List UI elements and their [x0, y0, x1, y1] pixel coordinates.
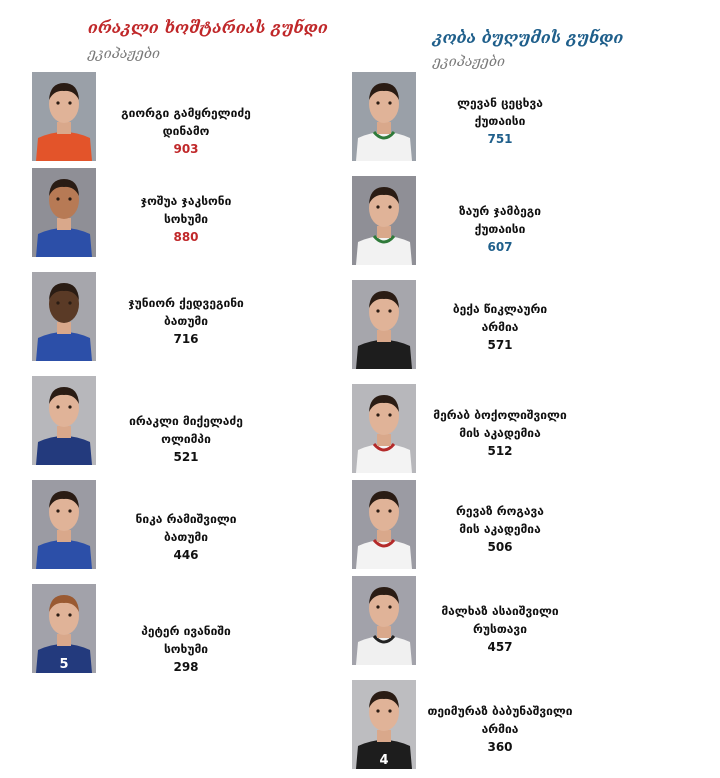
player-team: არმია: [481, 320, 519, 334]
player-points: 457: [487, 640, 513, 654]
player-name: მერაბ ბოქოლიშვილი: [433, 408, 567, 422]
left-player-card: [96, 104, 276, 158]
player-team: დინამო: [162, 124, 210, 138]
right-player-photo: [352, 72, 416, 161]
player-team: ქუთაისი: [474, 222, 526, 236]
player-points: 512: [487, 444, 513, 458]
player-name: ბექა წიკლაური: [452, 302, 548, 316]
player-team: ოლიმპი: [161, 432, 211, 446]
right-team-subtitle: ეკიპაჟები: [433, 54, 505, 70]
left-player-card: [96, 622, 276, 676]
player-points: 521: [173, 450, 199, 464]
player-team: რუსთავი: [473, 622, 527, 636]
left-player-card: [96, 412, 276, 466]
player-name: ზაურ ჯამბეგი: [459, 204, 541, 218]
player-team: ბათუმი: [163, 314, 209, 328]
player-name: ირაკლი მიქელაძე: [129, 414, 243, 428]
player-points: 446: [173, 548, 199, 562]
player-name: პეტერ ივანიში: [141, 624, 231, 638]
right-player-photo: [352, 280, 416, 369]
right-player-card: [410, 300, 590, 354]
right-team-title: კობა ბუღუმის გუნდი: [433, 28, 624, 47]
player-team: არმია: [481, 722, 519, 736]
player-name: ჯუნიორ ქედვეგინი: [128, 296, 244, 310]
player-name: გიორგი გამყრელიძე: [121, 106, 251, 120]
right-player-card: [410, 406, 590, 460]
player-name: თეიმურაზ ბაბუნაშვილი: [427, 704, 573, 718]
player-points: 607: [487, 240, 513, 254]
right-player-card: [410, 202, 590, 256]
player-team: ბათუმი: [163, 530, 209, 544]
right-player-card: [410, 94, 590, 148]
left-player-photo: [32, 480, 96, 569]
right-player-card: [410, 502, 590, 556]
left-team-subtitle: ეკიპაჟები: [88, 46, 160, 62]
player-team: მის აკადემია: [459, 522, 541, 536]
player-points: 571: [487, 338, 513, 352]
jersey-number: 4: [379, 753, 389, 768]
player-points: 360: [487, 740, 513, 754]
player-team: მის აკადემია: [459, 426, 541, 440]
player-points: 880: [173, 230, 199, 244]
right-player-photo: [352, 576, 416, 665]
left-player-card: [96, 510, 276, 564]
player-team: სოხუმი: [163, 642, 209, 656]
left-player-card: [96, 294, 276, 348]
player-name: ნიკა რამიშვილი: [135, 512, 237, 526]
player-name: ლევან ცეცხვა: [457, 96, 543, 110]
player-points: 298: [173, 660, 199, 674]
left-player-photo: [32, 272, 96, 361]
player-name: მალხაზ ასაიშვილი: [441, 604, 559, 618]
player-points: 903: [173, 142, 199, 156]
right-player-photo: [352, 384, 416, 473]
player-team: სოხუმი: [163, 212, 209, 226]
left-team-title: ირაკლი ხოშტარიას გუნდი: [88, 18, 328, 37]
player-name: ჯოშუა ჯაკსონი: [140, 194, 232, 208]
player-name: რევაზ როგავა: [456, 504, 544, 518]
right-player-card: [410, 602, 590, 656]
left-player-photo: [32, 72, 96, 161]
left-player-photo: [32, 584, 96, 673]
left-player-photo: [32, 376, 96, 465]
right-player-photo: [352, 680, 416, 769]
player-points: 506: [487, 540, 513, 554]
right-player-card: [410, 702, 590, 756]
left-player-card: [96, 192, 276, 246]
jersey-number: 5: [59, 657, 69, 672]
left-player-photo: [32, 168, 96, 257]
right-player-photo: [352, 176, 416, 265]
player-points: 716: [173, 332, 199, 346]
right-player-photo: [352, 480, 416, 569]
player-team: ქუთაისი: [474, 114, 526, 128]
player-points: 751: [487, 132, 513, 146]
